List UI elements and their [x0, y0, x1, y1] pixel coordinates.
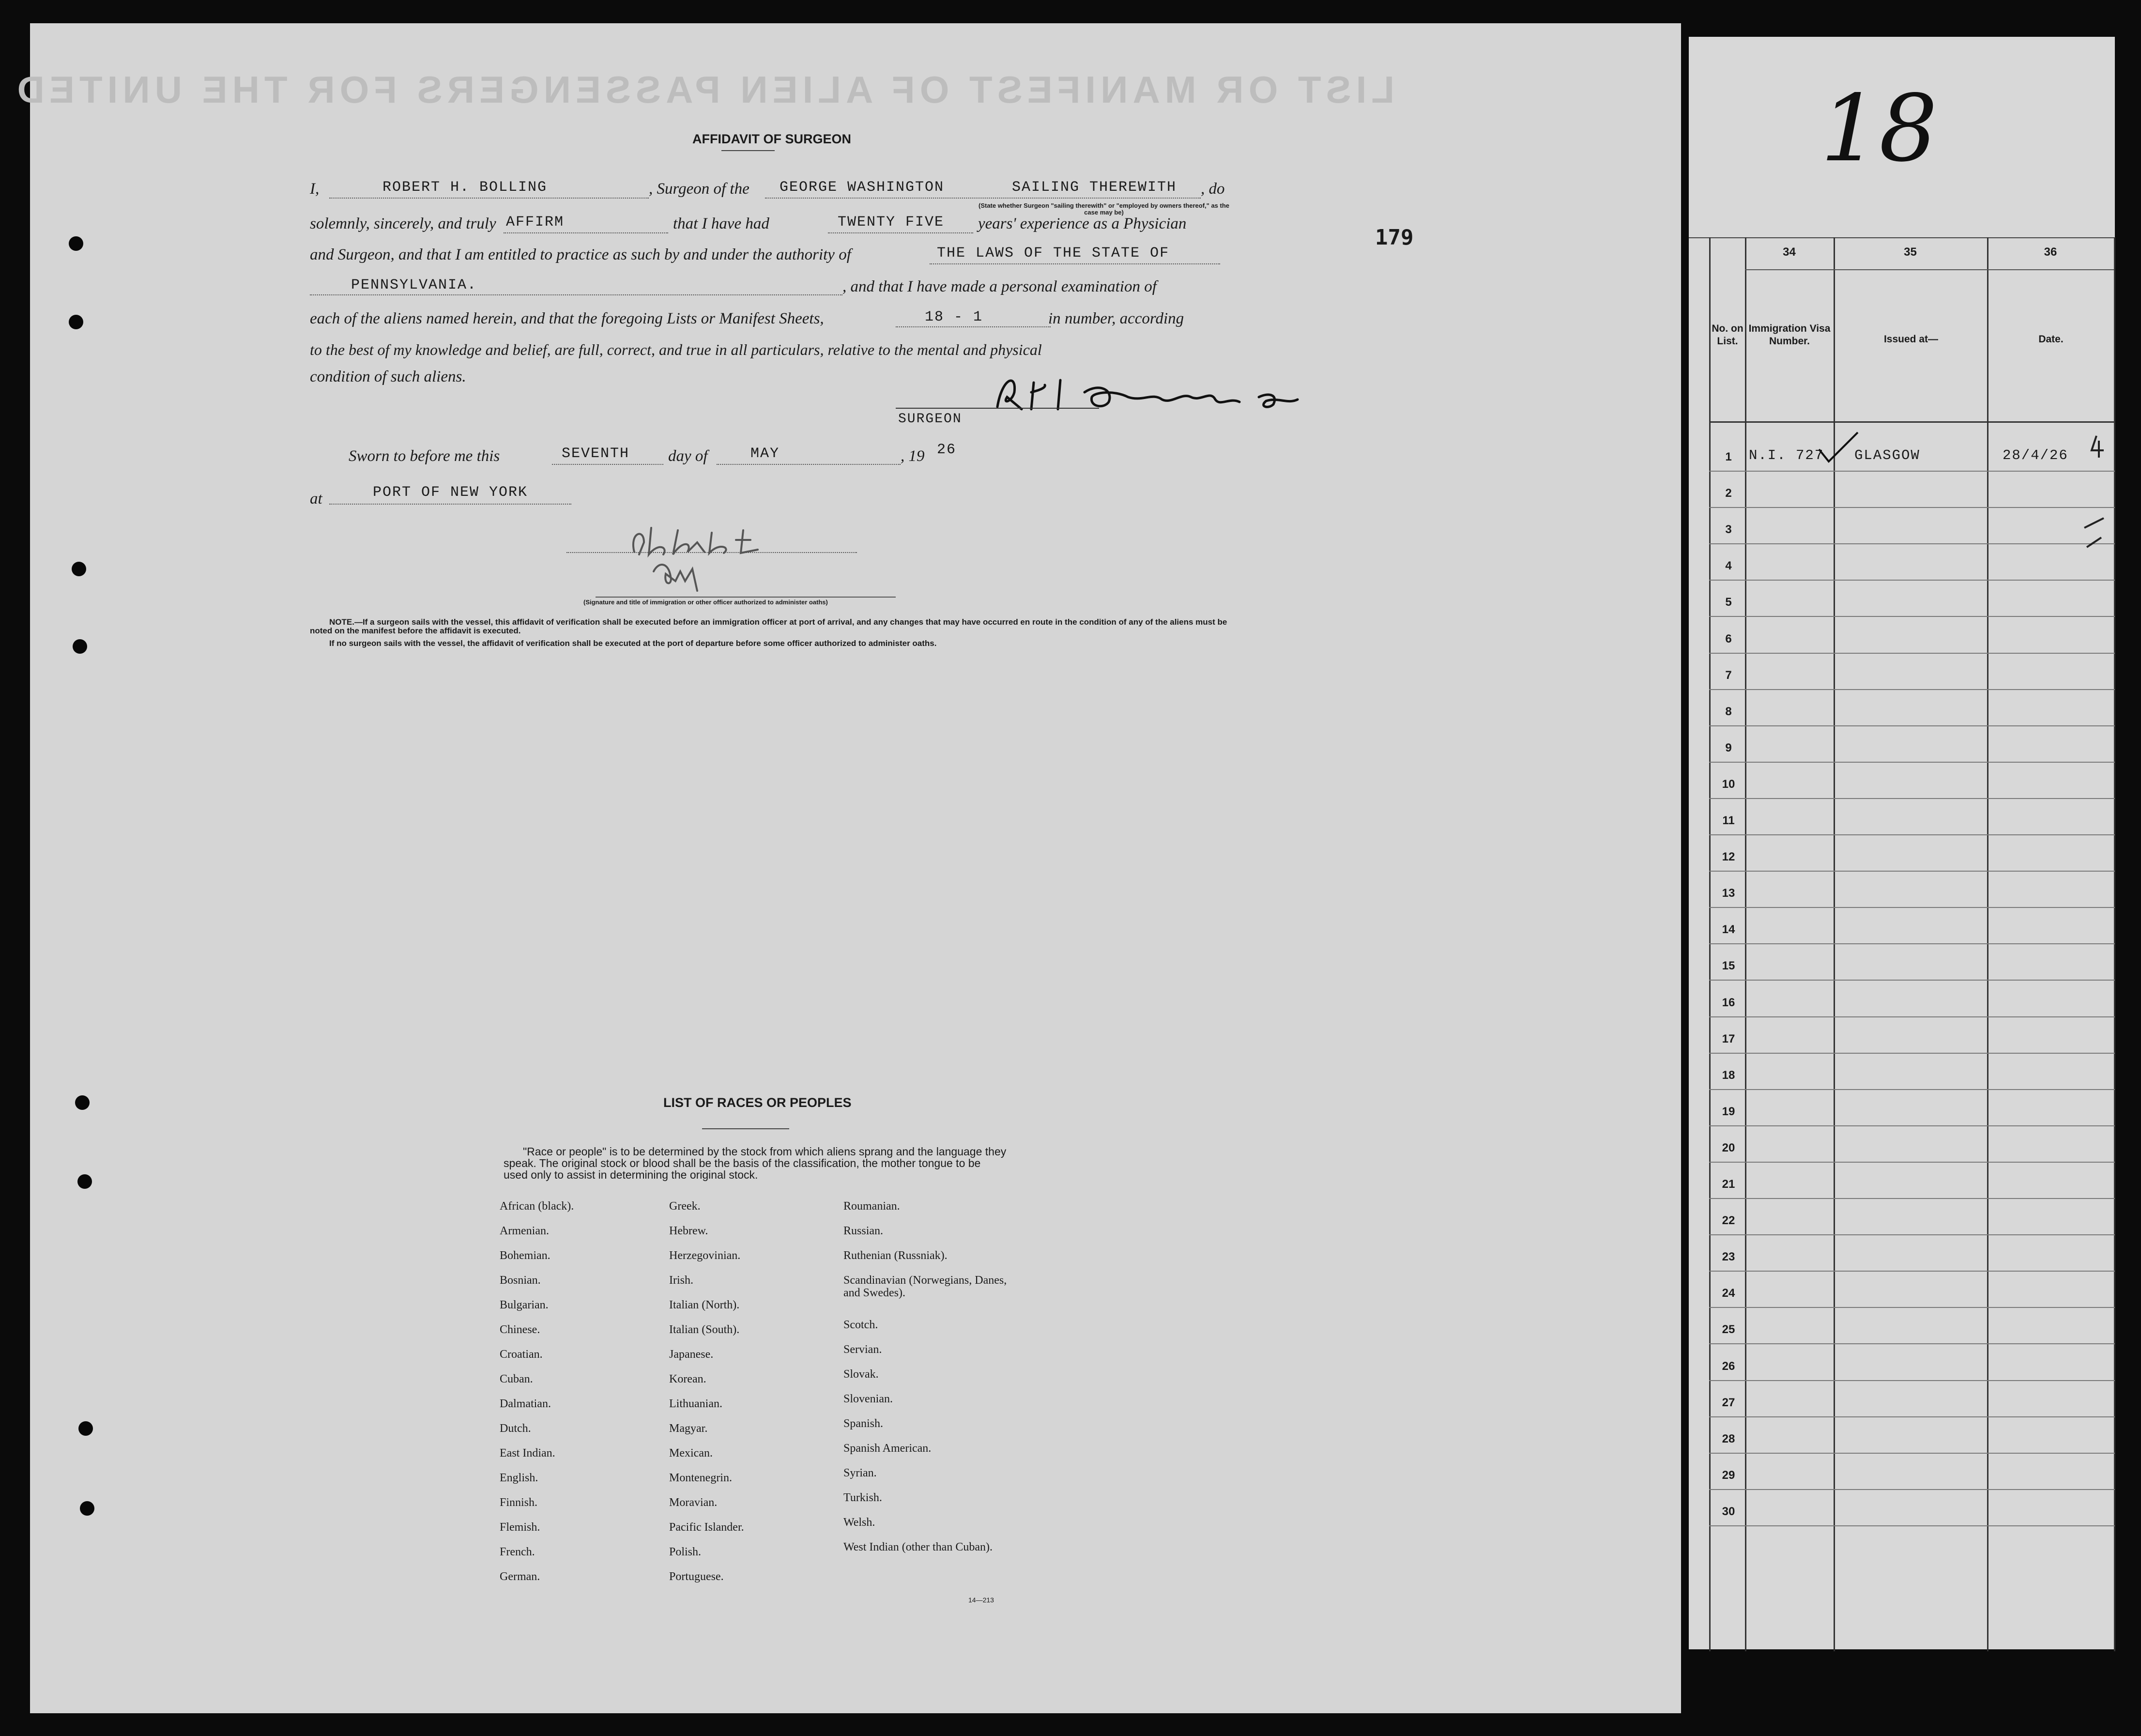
race-item: Dutch.: [500, 1422, 531, 1435]
row-rule: [1709, 1089, 2115, 1090]
row-number: 11: [1722, 814, 1735, 827]
surgeon-label: SURGEON: [898, 412, 962, 427]
race-item: Russian.: [843, 1225, 884, 1237]
punch-hole: [80, 1501, 94, 1516]
sworn-text: , 19: [901, 447, 925, 465]
punch-hole: [69, 315, 83, 329]
row-rule: [1709, 1489, 2115, 1490]
row-rule: [1709, 725, 2115, 726]
race-item: Hebrew.: [669, 1225, 708, 1237]
race-item: Magyar.: [669, 1422, 708, 1435]
affidavit-text: to the best of my knowledge and belief, are full, correct, and true in all particulars, relative to the mental and physical: [310, 341, 1042, 358]
races-column-1: [500, 1200, 664, 1595]
race-item: Flemish.: [500, 1521, 540, 1534]
sheet-count: 18 - 1: [925, 309, 983, 325]
affidavit-text: condition of such aliens.: [310, 368, 466, 385]
surgeon-signature: [988, 363, 1327, 421]
row-number: 7: [1725, 668, 1732, 682]
race-item: West Indian (other than Cuban).: [843, 1541, 993, 1553]
row-number: 13: [1722, 887, 1735, 900]
row-number: 10: [1722, 777, 1735, 791]
row-number: 19: [1722, 1105, 1735, 1118]
race-item: Servian.: [843, 1343, 882, 1356]
check-mark: [1817, 430, 1860, 464]
fill-line: [329, 504, 571, 505]
sworn-text: Sworn to before me this: [349, 447, 500, 465]
race-item: Herzegovinian.: [669, 1249, 741, 1262]
row-rule: [1709, 543, 2115, 544]
row-number: 27: [1722, 1396, 1735, 1409]
race-item: Bohemian.: [500, 1249, 551, 1262]
authority: THE LAWS OF THE STATE OF: [937, 245, 1170, 261]
affidavit-text: years' experience as a Physician: [978, 215, 1187, 232]
race-item: Greek.: [669, 1200, 701, 1213]
fill-line: [310, 294, 842, 295]
column-number-rule: [1745, 269, 2114, 270]
race-item: Chinese.: [500, 1323, 540, 1336]
affidavit-text: , do: [1201, 180, 1225, 198]
row-rule: [1709, 1053, 2115, 1054]
row-rule: [1709, 762, 2115, 763]
race-item: African (black).: [500, 1200, 574, 1213]
row-rule: [1709, 580, 2115, 581]
surgeon-sign-line: [896, 408, 1099, 409]
manifest-right-page: [1689, 37, 2115, 1649]
row-rule: [1709, 1343, 2115, 1344]
punch-hole: [73, 639, 87, 654]
race-item: Polish.: [669, 1546, 702, 1558]
entry-issued-at: GLASGOW: [1854, 447, 1920, 463]
row-number: 4: [1725, 559, 1732, 573]
row-rule: [1709, 616, 2115, 617]
row-rule: [1709, 980, 2115, 981]
race-item: Dalmatian.: [500, 1398, 551, 1410]
sworn-day: SEVENTH: [562, 446, 630, 462]
race-item: French.: [500, 1546, 535, 1558]
affidavit-text: solemnly, sincerely, and truly: [310, 215, 496, 232]
row-number: 1: [1725, 450, 1732, 463]
affidavit-text: in number, according: [1048, 310, 1184, 327]
fill-line: [896, 326, 1051, 327]
header-issued-at: Issued at—: [1883, 334, 1939, 345]
row-rule: [1709, 1234, 2115, 1235]
column-number: 35: [1904, 246, 1917, 259]
race-item: Roumanian.: [843, 1200, 900, 1213]
affidavit-text: and Surgeon, and that I am entitled to practice as such by and under the authority of: [310, 246, 851, 263]
row-rule: [1709, 471, 2115, 472]
surgeon-name: ROBERT H. BOLLING: [382, 179, 548, 196]
authority-state: PENNSYLVANIA.: [351, 277, 477, 293]
row-number: 23: [1722, 1250, 1735, 1264]
punch-hole: [77, 1174, 92, 1189]
row-rule: [1709, 1307, 2115, 1308]
row-number: 21: [1722, 1178, 1735, 1191]
punch-hole: [75, 1095, 90, 1110]
row-number: 29: [1722, 1468, 1735, 1482]
row-number: 16: [1722, 996, 1735, 1009]
race-item: Turkish.: [843, 1491, 882, 1504]
races-title: LIST OF RACES OR PEOPLES: [663, 1095, 852, 1110]
row-number: 2: [1725, 487, 1732, 500]
fill-line: [566, 552, 857, 553]
race-item: Finnish.: [500, 1496, 538, 1509]
form-number: 14—213: [968, 1596, 994, 1604]
punch-hole: [72, 562, 86, 576]
affidavit-text: that I have had: [673, 215, 769, 232]
margin-ticks: [2077, 431, 2111, 552]
race-item: Spanish.: [843, 1417, 884, 1430]
note-paragraph: NOTE.—If a surgeon sails with the vessel, this affidavit of verification shall be executed before an immigration officer at port of arrival, and any changes that may have occurred en route in the condition of any of the aliens must be noted on the manifest before the affidavit is executed.: [310, 617, 1227, 635]
affidavit-text: , Surgeon of the: [649, 180, 749, 198]
races-column-2: [669, 1200, 834, 1595]
race-item: Cuban.: [500, 1373, 533, 1385]
row-rule: [1709, 1416, 2115, 1417]
entry-date: 28/4/26: [2003, 447, 2068, 463]
sheet-number-handwritten: 18: [1820, 75, 1938, 182]
row-rule: [1709, 943, 2115, 944]
sworn-place: PORT OF NEW YORK: [373, 484, 528, 501]
bleed-through-header: LIST OR MANIFEST OF ALIEN PASSENGERS FOR THE UNITED: [12, 68, 1394, 111]
punch-hole: [69, 236, 83, 251]
row-number: 20: [1722, 1141, 1735, 1154]
race-item: Slovenian.: [843, 1393, 893, 1405]
race-item: Irish.: [669, 1274, 693, 1287]
race-item: East Indian.: [500, 1447, 555, 1459]
row-rule: [1709, 1525, 2115, 1526]
race-item: Italian (North).: [669, 1299, 740, 1311]
row-rule: [1709, 1380, 2115, 1381]
header-no-on-list: No. on List.: [1712, 323, 1743, 347]
races-column-3: [843, 1200, 1013, 1575]
at-label: at: [310, 490, 322, 507]
race-item: Korean.: [669, 1373, 706, 1385]
row-number: 25: [1722, 1323, 1735, 1337]
race-item: Ruthenian (Russniak).: [843, 1249, 948, 1262]
officer-rule: [596, 597, 896, 598]
race-item: Lithuanian.: [669, 1398, 722, 1410]
header-visa-number: Immigration Visa Number.: [1748, 323, 1831, 347]
race-item: Montenegrin.: [669, 1472, 732, 1484]
race-item: Portuguese.: [669, 1570, 724, 1583]
sworn-text: day of: [668, 447, 708, 465]
row-rule: [1709, 871, 2115, 872]
fill-line: [504, 232, 668, 233]
race-item: Bosnian.: [500, 1274, 541, 1287]
affidavit-title: AFFIDAVIT OF SURGEON: [692, 132, 851, 146]
affidavit-text: , and that I have made a personal examination of: [842, 278, 1157, 295]
row-number: 28: [1722, 1432, 1735, 1445]
sworn-month: MAY: [750, 446, 780, 462]
row-rule: [1709, 689, 2115, 690]
row-rule: [1709, 1016, 2115, 1017]
officer-caption: (Signature and title of immigration or other officer authorized to administer oaths): [583, 599, 828, 606]
sworn-year: 26: [937, 442, 957, 458]
header-date: Date.: [2038, 334, 2064, 345]
row-rule: [1709, 1198, 2115, 1199]
fill-line: [930, 263, 1220, 264]
race-item: Mexican.: [669, 1447, 713, 1459]
row-number: 22: [1722, 1214, 1735, 1228]
row-rule: [1709, 1271, 2115, 1272]
officer-signature: [625, 513, 809, 596]
row-rule: [1709, 1162, 2115, 1163]
race-item: English.: [500, 1472, 538, 1484]
row-number: 17: [1722, 1032, 1735, 1045]
table-top-rule: [1689, 237, 2115, 238]
race-item: Italian (South).: [669, 1323, 740, 1336]
capacity-note: (State whether Surgeon "sailing therewith" or "employed by owners thereof," as the case may be): [978, 202, 1230, 216]
row-number: 6: [1725, 632, 1732, 645]
punch-hole: [78, 1421, 93, 1436]
race-item: Armenian.: [500, 1225, 549, 1237]
row-rule: [1709, 798, 2115, 799]
races-intro: "Race or people" is to be determined by the stock from which aliens sprang and the language they speak. The original stock or blood shall be the basis of the classification, the mother tongue to be used only to assist in determining the original stock.: [504, 1145, 1007, 1181]
race-item: Slovak.: [843, 1368, 879, 1381]
fill-line: [828, 232, 973, 233]
fill-line: [329, 198, 649, 199]
row-number: 9: [1725, 741, 1732, 754]
row-rule: [1709, 507, 2115, 508]
row-number: 5: [1725, 596, 1732, 609]
column-number: 36: [2044, 246, 2057, 259]
fill-line: [552, 464, 663, 465]
race-item: Japanese.: [669, 1348, 714, 1361]
row-rule: [1709, 653, 2115, 654]
race-item: Welsh.: [843, 1516, 875, 1529]
race-item: Croatian.: [500, 1348, 543, 1361]
row-rule: [1709, 834, 2115, 835]
row-number: 15: [1722, 959, 1735, 973]
race-item: Pacific Islander.: [669, 1521, 744, 1534]
race-item: Syrian.: [843, 1467, 877, 1479]
table-header-rule: [1709, 421, 2115, 423]
entry-visa-number: N.I. 727: [1749, 447, 1824, 463]
race-item: Moravian.: [669, 1496, 718, 1509]
affidavit-title-rule: [721, 150, 775, 151]
fill-line: [765, 198, 1201, 199]
row-rule: [1709, 907, 2115, 908]
row-rule: [1709, 1453, 2115, 1454]
affidavit-text: each of the aliens named herein, and that the foregoing Lists or Manifest Sheets,: [310, 310, 824, 327]
race-item: German.: [500, 1570, 540, 1583]
column-number: 34: [1783, 246, 1796, 259]
years-experience: TWENTY FIVE: [838, 214, 945, 230]
vessel-name: GEORGE WASHINGTON: [780, 179, 945, 196]
stamp-number: 179: [1375, 225, 1414, 250]
race-item: Scandinavian (Norwegians, Danes, and Swedes).: [843, 1274, 1007, 1299]
affidavit-text: I,: [310, 180, 320, 198]
row-number: 18: [1722, 1068, 1735, 1082]
row-number: 26: [1722, 1359, 1735, 1373]
row-number: 30: [1722, 1505, 1735, 1518]
row-number: 24: [1722, 1287, 1735, 1300]
note-paragraph: If no surgeon sails with the vessel, the affidavit of verification shall be executed at the port of departure before some officer authorized to administer oaths.: [329, 639, 937, 648]
race-item: Bulgarian.: [500, 1299, 549, 1311]
fill-line: [717, 464, 901, 465]
row-number: 3: [1725, 523, 1732, 537]
row-number: 8: [1725, 705, 1732, 718]
row-number: 12: [1722, 850, 1735, 864]
race-item: Scotch.: [843, 1319, 878, 1331]
race-item: Spanish American.: [843, 1442, 932, 1455]
row-number: 14: [1722, 923, 1735, 937]
surgeon-capacity: SAILING THEREWITH: [1012, 179, 1177, 196]
row-rule: [1709, 1125, 2115, 1126]
races-title-rule: [702, 1128, 789, 1129]
affirm-word: AFFIRM: [506, 214, 565, 230]
